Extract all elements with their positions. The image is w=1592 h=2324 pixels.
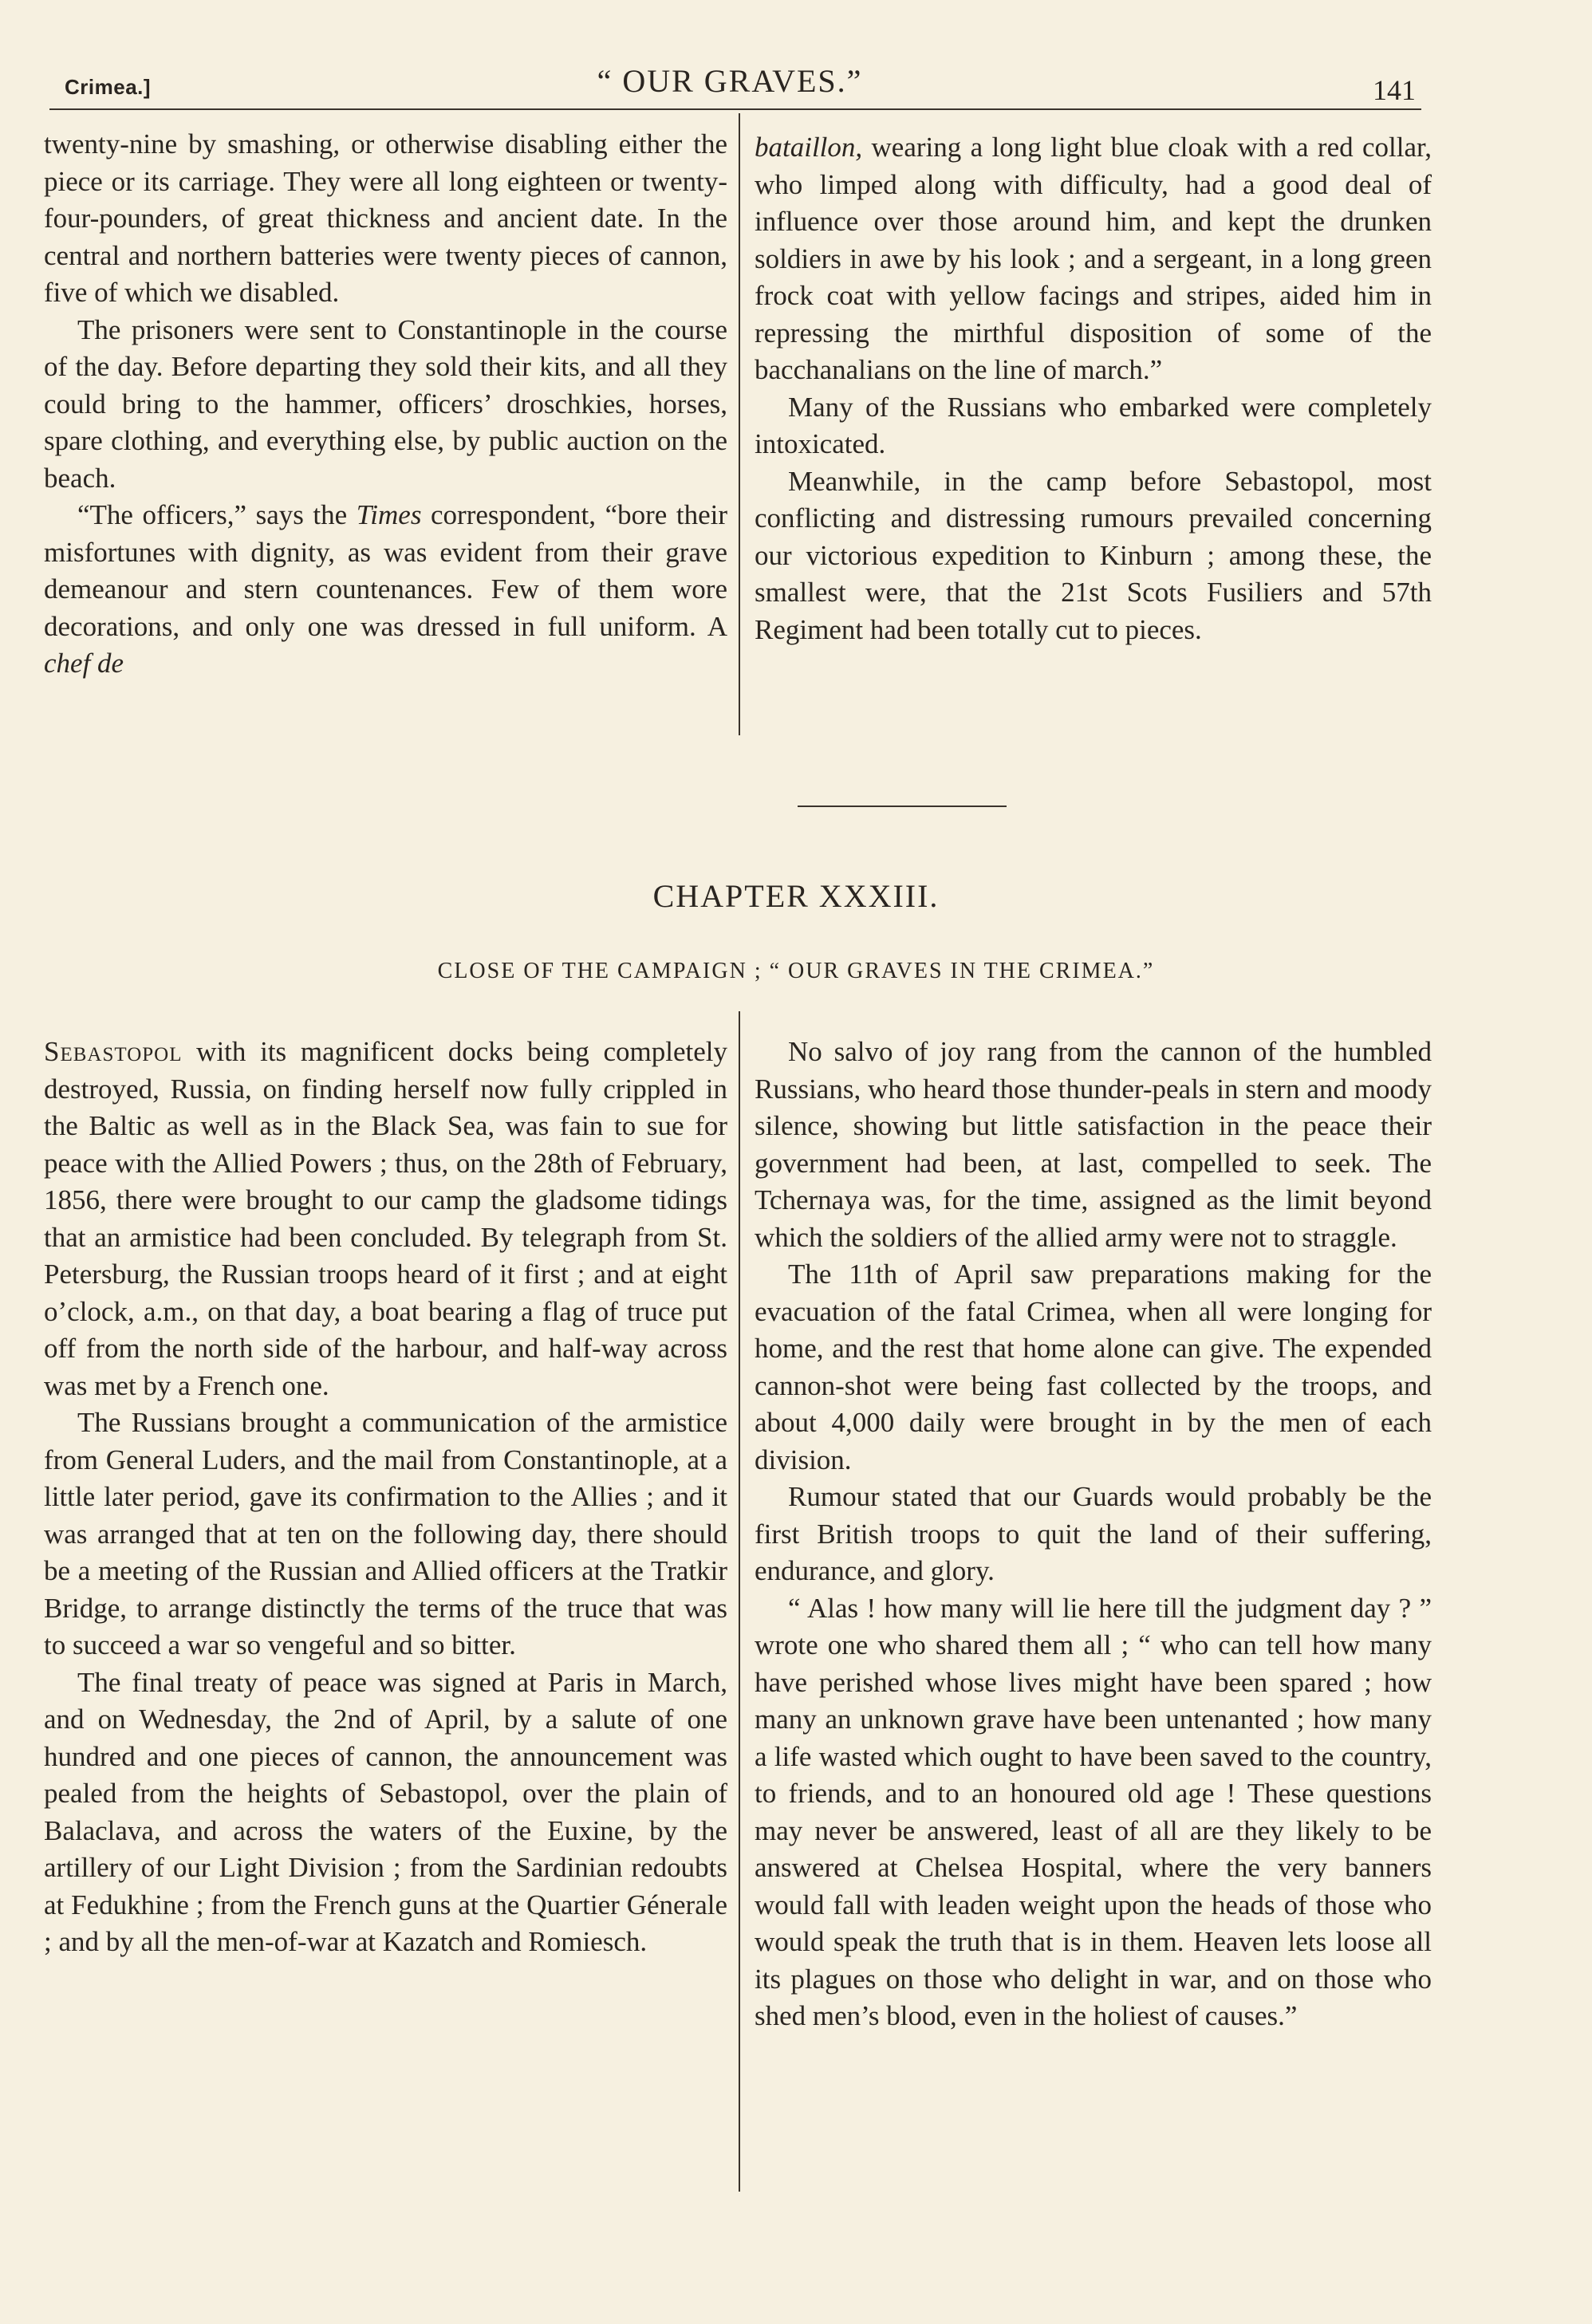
paragraph: The 11th of April saw preparations making for the evacuation of the fatal Crimea, when all were longing for home, and the rest that home alone can give. The expended cannon-shot were being fast collected by the troops, and about 4,000 daily were brought in by the men of each division. (755, 1259, 1432, 1475)
text-run: wearing a long light blue cloak with a red collar, who limped along with difficulty, had a good deal of influence over those around him, and kept the drunken soldiers in awe by his look ; and a sergeant, in a long green frock coat with yellow facings and stripes, aided him in repressing the mirthful disposition of some of the bacchanalians on the line of march.” (755, 132, 1432, 385)
chapter-subtitle: CLOSE OF THE CAMPAIGN ; “ OUR GRAVES IN THE CRIMEA.” (437, 959, 1155, 983)
paragraph (44, 1034, 727, 1404)
times-italic: Times (356, 499, 422, 530)
header-rule (49, 108, 1421, 110)
paragraph: The prisoners were sent to Constantinople in the course of the day. Before departing they sold their kits, and all they could bring to the hammer, officers’ droschkies, horses, spare clothing, and everything else, by public auction on the beach. (44, 313, 727, 494)
chef-de-italic: chef de (44, 648, 124, 679)
column-rule-top (739, 113, 740, 735)
page-number: 141 (1373, 74, 1416, 106)
paragraph: No salvo of joy rang from the cannon of the humbled Russians, who heard those thunder-peals in stern and moody silence, showing but little satisfaction in the peace their government had been, at last, compelled to seek. The Tchernaya was, for the time, assigned as the limit beyond which the soldiers of the allied army were not to straggle. (755, 1036, 1432, 1253)
running-header (44, 62, 1416, 110)
bottom-right-column (755, 1034, 1432, 2035)
text-run: with its magnificent docks being completely destroyed, Russia, on finding herself now fully crippled in the Baltic as well as in the Black Sea, was fain to sue for peace with the Allied Powers ; thus, on the 28th of February, 1856, there were brought to our camp the gladsome tidings that an armistice had been concluded. By telegraph from St. Petersburg, the Russian troops heard of it first ; and at eight o’clock, a.m., on that day, a boat bearing a flag of truce put off from the north side of the harbour, and half-way across was met by a French one. (44, 1036, 727, 1401)
bottom-left-column (44, 1034, 727, 1961)
paragraph: “ Alas ! how many will lie here till the judgment day ? ” wrote one who shared them all ; “ who can tell how many have perished whose lives might have been spared ; how many an unknown grave have been untenanted ; how many a life wasted which ought to have been saved to the country, to friends, and to an honoured old age ! These questions may never be answered, least of all are they likely to be answered at Chelsea Hospital, where the very banners would fall with leaden weight upon the heads of those who would speak the truth that is in them. Heaven lets loose all its plagues on those who delight in war, and on those who shed men’s blood, even in the holiest of causes.” (755, 1592, 1432, 2031)
top-left-column (44, 126, 727, 683)
paragraph: Meanwhile, in the camp before Sebastopol, most conflicting and distressing rumours prevailed concerning our victorious expedition to Kinburn ; among these, the smallest were, that the 21st Scots Fusiliers and 57th Regiment had been totally cut to pieces. (755, 465, 1432, 645)
paragraph: The final treaty of peace was signed at Paris in March, and on Wednesday, the 2nd of April, by a salute of one hundred and one pieces of cannon, the announcement was pealed from the heights of Sebastopol, over the plain of Balaclava, and across the waters of the Euxine, by the artillery of our Light Division ; from the Sardinian redoubts at Fedukhine ; from the French guns at the Quartier Génerale ; and by all the men-of-war at Kazatch and Romiesch. (44, 1666, 727, 1957)
lead-word: Sebastopol (44, 1036, 183, 1067)
paragraph: twenty-nine by smashing, or otherwise disabling either the piece or its carriage. They were all long eighteen or twenty-four-pounders, of great thickness and ancient date. In the central and northern batteries were twenty pieces of cannon, five of which we disabled. (44, 128, 727, 308)
bataillon-italic: bataillon, (755, 132, 863, 163)
paragraph (44, 497, 727, 683)
text-run: “The officers,” says the (77, 499, 357, 530)
paragraph (755, 129, 1432, 389)
paragraph: Rumour stated that our Guards would probably be the first British troops to quit the land of their suffering, endurance, and glory. (755, 1481, 1432, 1586)
paragraph: Many of the Russians who embarked were completely intoxicated. (755, 391, 1432, 459)
column-rule-bottom (739, 1011, 740, 2192)
paragraph: The Russians brought a communication of the armistice from General Luders, and the mail from Constantinople, at a little later period, gave its confirmation to the Allies ; and it was arranged that at ten on the following day, there should be a meeting of the Russian and Allied officers at the Tratkir Bridge, to arrange distinctly the terms of the truce that was to succeed a war so vengeful and so bitter. (44, 1407, 727, 1660)
top-right-column (755, 129, 1432, 648)
running-title: “ OUR GRAVES.” (597, 63, 863, 99)
section-label: Crimea.] (65, 75, 152, 99)
section-divider (798, 806, 1007, 807)
text-run: correspondent, “bore their misfortunes with dignity, as was evident from their grave demeanour and stern countenances. Few of them wore decorations, and only one was dressed in full uniform. A (44, 499, 727, 642)
chapter-heading: CHAPTER XXXIII. (652, 878, 940, 914)
